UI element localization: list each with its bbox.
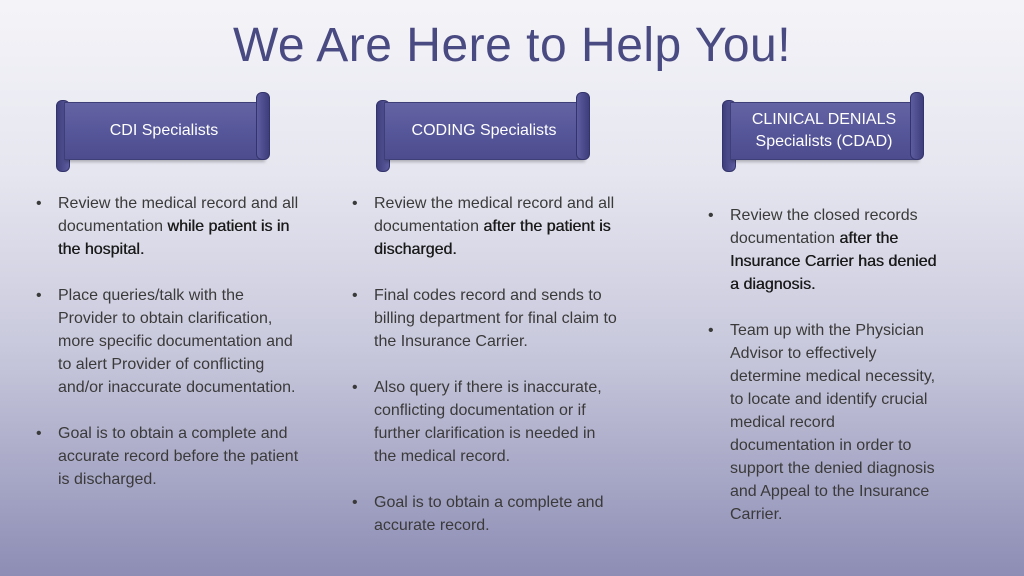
banner-label: CDI Specialists: [109, 122, 219, 139]
bullet-text: Goal is to obtain a complete and accurate record.: [374, 494, 604, 534]
bullet-item: [706, 319, 944, 526]
bullet-dot-icon: •: [352, 195, 358, 212]
banner-label-line-2: Specialists (CDAD): [755, 133, 893, 150]
banner-label: CODING Specialists: [411, 122, 557, 139]
bullet-item: [706, 204, 944, 296]
page-title: We Are Here to Help You!: [232, 19, 792, 72]
bullet-dot-icon: •: [36, 425, 42, 442]
coding-specialists-banner: [376, 92, 588, 172]
cdi-bullet-column: [34, 192, 302, 514]
bullet-dot-icon: •: [708, 322, 714, 339]
bullet-item: [350, 192, 618, 261]
bullet-dot-icon: •: [36, 287, 42, 304]
bullet-dot-icon: •: [708, 207, 714, 224]
coding-bullet-column: [350, 192, 618, 560]
bullet-text: Goal is to obtain a complete and accurate record before the patient is discharged.: [58, 425, 299, 488]
bullet-item: [350, 376, 618, 468]
banner-body: [730, 102, 918, 160]
bullet-item: [34, 422, 302, 491]
bullet-dot-icon: •: [352, 287, 358, 304]
bullet-dot-icon: •: [352, 379, 358, 396]
banner-label-line-1: CLINICAL DENIALS: [751, 111, 897, 128]
banner-curl-right: [910, 92, 924, 160]
bullet-text: Review the closed records documentation: [730, 207, 918, 247]
denials-bullet-column: [706, 204, 944, 549]
bullet-text: Also query if there is inaccurate, conflicting documentation or if further clarification is needed in the medical record.: [374, 379, 602, 465]
bullet-item: [350, 284, 618, 353]
banner-body: [384, 102, 584, 160]
bullet-emphasis: after the patient is discharged.: [374, 218, 611, 258]
bullet-dot-icon: •: [36, 195, 42, 212]
bullet-text: Review the medical record and all documentation: [58, 195, 299, 235]
bullet-item: [350, 491, 618, 537]
bullet-emphasis: while patient is in the hospital.: [58, 218, 290, 258]
cdi-specialists-banner: [56, 92, 268, 172]
bullet-emphasis: after the Insurance Carrier has denied a diagnosis.: [730, 230, 937, 293]
bullet-text: Final codes record and sends to billing department for final claim to the Insurance Carrier.: [374, 287, 617, 350]
banner-body: [64, 102, 264, 160]
bullet-item: [34, 192, 302, 261]
banner-curl-right: [576, 92, 590, 160]
bullet-dot-icon: •: [352, 494, 358, 511]
clinical-denials-banner: [722, 92, 922, 172]
bullet-text: Team up with the Physician Advisor to effectively determine medical necessity, to locate and identify crucial medical record documentation in order to support the denied diagnosis and Appeal to the Insurance Carrier.: [730, 322, 936, 523]
bullet-item: [34, 284, 302, 399]
banner-curl-right: [256, 92, 270, 160]
bullet-text: Place queries/talk with the Provider to obtain clarification, more specific documentation and to alert Provider of conflicting and/or inaccurate documentation.: [58, 287, 296, 396]
bullet-text: Review the medical record and all documentation: [374, 195, 615, 235]
